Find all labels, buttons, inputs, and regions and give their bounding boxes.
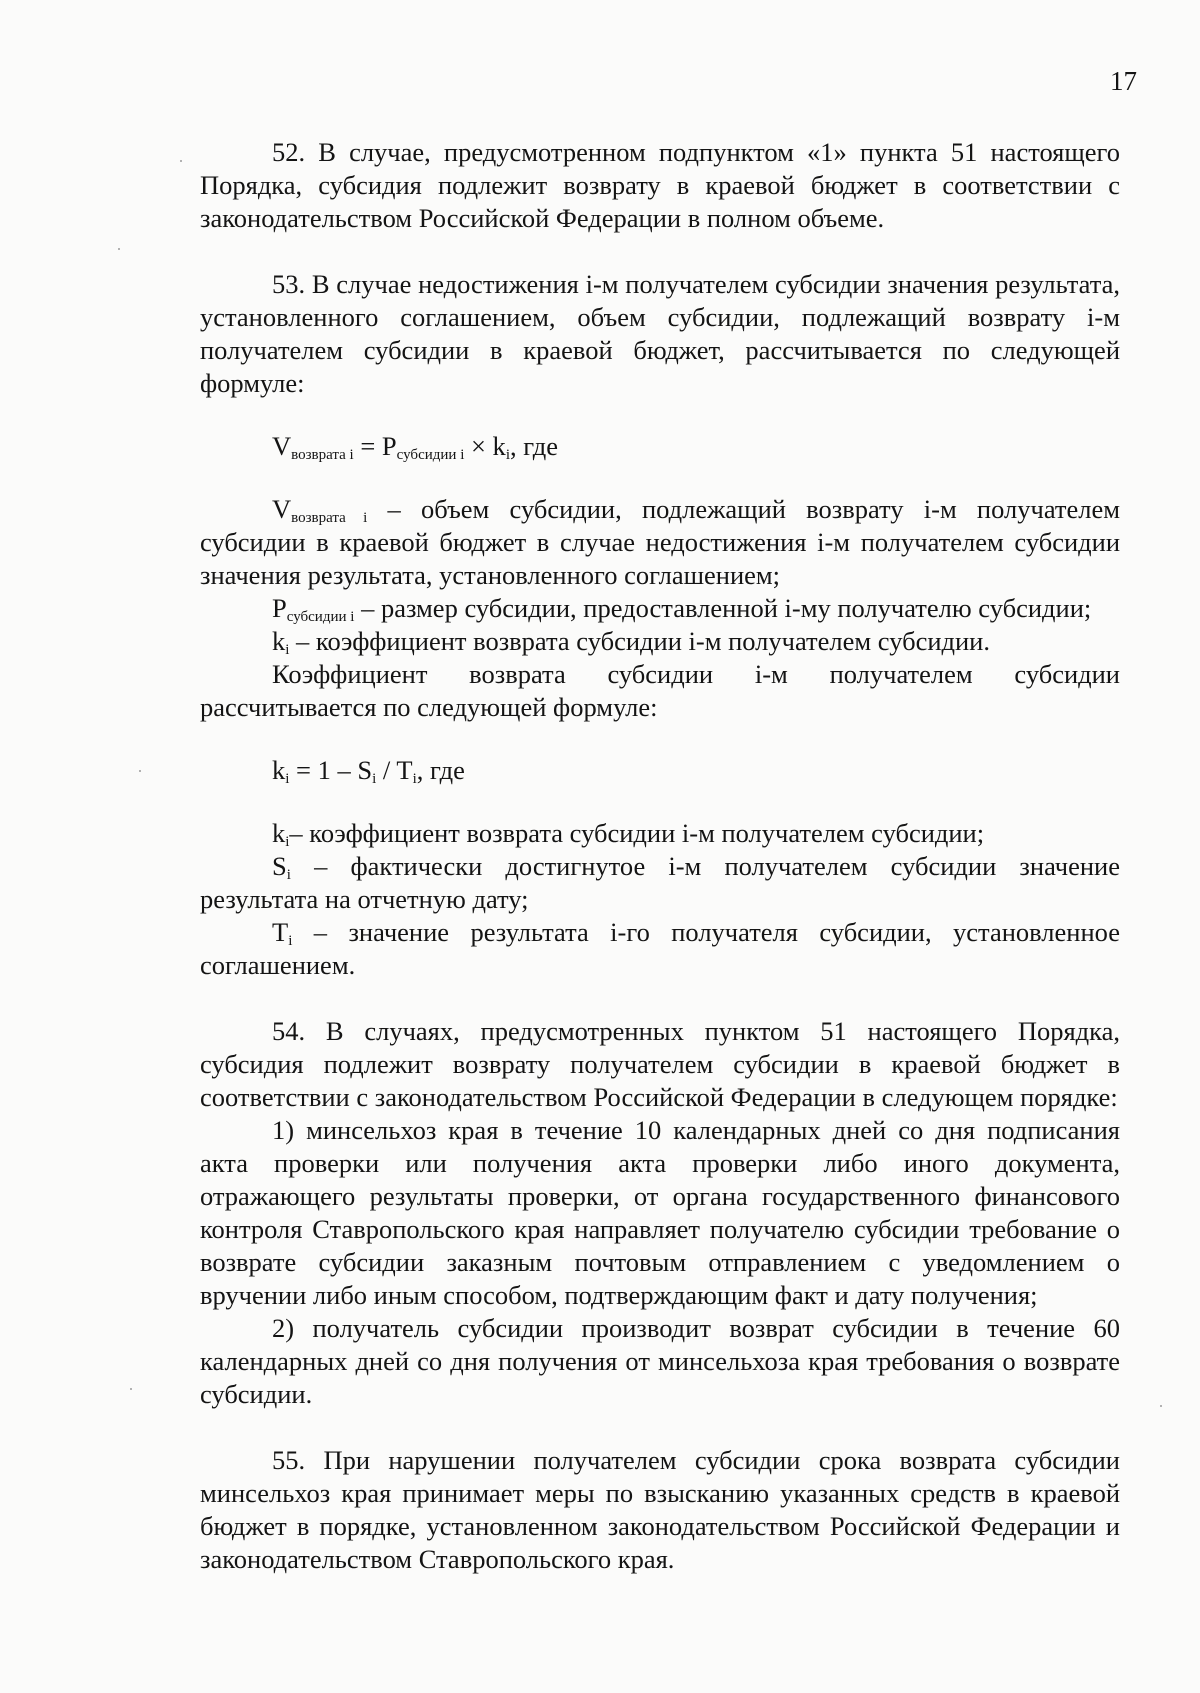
definition-v-symbol: V bbox=[272, 494, 292, 524]
definition-s-subscript: i bbox=[286, 867, 291, 883]
formula-coefficient bbox=[200, 754, 1120, 787]
formula-v-subscript: возврата i bbox=[291, 447, 354, 463]
scan-speck bbox=[130, 1388, 132, 1390]
definition-k-subscript: i bbox=[285, 642, 290, 658]
formula-times-k: × k bbox=[464, 431, 506, 461]
formula-return-volume bbox=[200, 430, 1120, 463]
formula2-s-subscript: i bbox=[372, 771, 377, 787]
definition-t bbox=[200, 916, 1120, 982]
formula-p-subscript: субсидии i bbox=[396, 447, 465, 463]
paragraph-54: 54. В случаях, предусмотренных пунктом 51 настоящего Порядка, субсидия подлежит возврату получателем субсидии в краевой бюджет в соответствии с законодательством Российской Федерации в следующем порядке: bbox=[200, 1016, 1120, 1112]
definition-p-subscript: субсидии i bbox=[286, 609, 355, 625]
definition-s-text: – фактически достигнутое i-м получателем субсидии значение результата на отчетную дату; bbox=[200, 851, 1120, 914]
definition-k2-text: – коэффициент возврата субсидии i-м получателем субсидии; bbox=[289, 818, 985, 848]
scan-speck bbox=[139, 770, 141, 772]
definition-p bbox=[200, 592, 1120, 625]
formula2-k-subscript: i bbox=[285, 771, 290, 787]
definition-k-text: – коэффициент возврата субсидии i-м получателем субсидии. bbox=[289, 626, 990, 656]
definition-v-text: – объем субсидии, подлежащий возврату i-м получателем субсидии в краевой бюджет в случае недостижения i-м получателем субсидии значения результата, установленного соглашением; bbox=[200, 494, 1120, 590]
formula-v-symbol: V bbox=[272, 431, 292, 461]
definition-k2-symbol: k bbox=[272, 818, 286, 848]
definition-s bbox=[200, 850, 1120, 916]
formula-equals: = bbox=[353, 431, 382, 461]
scan-speck bbox=[180, 160, 182, 162]
definition-k-symbol: k bbox=[272, 626, 286, 656]
definition-k2 bbox=[200, 817, 1120, 850]
definition-v-subscript: возврата i bbox=[291, 510, 368, 526]
paragraph-55: 55. При нарушении получателем субсидии срока возврата субсидии минсельхоз края принимает меры по взысканию указанных средств в краевой бюджет в порядке, установленном законодательством Российской Федерации и законодательством Ставропольского края. bbox=[200, 1445, 1120, 1574]
definition-p-symbol: P bbox=[272, 593, 287, 623]
definition-k bbox=[200, 625, 1120, 658]
definition-p-text: – размер субсидии, предоставленной i-му получателю субсидии; bbox=[354, 593, 1092, 623]
formula-where: , где bbox=[509, 431, 559, 461]
paragraph-54-item-1: 1) минсельхоз края в течение 10 календарных дней со дня подписания акта проверки или получения акта проверки либо иного документа, отражающего результаты проверки, от органа государственного финансового контроля Ставропольского края направляет получателю субсидии требование о возврате субсидии заказным почтовым отправлением с уведомлением о вручении либо иным способом, подтверждающим факт и дату получения; bbox=[200, 1115, 1120, 1310]
coefficient-intro: Коэффициент возврата субсидии i-м получателем субсидии рассчитывается по следующей формуле: bbox=[200, 659, 1120, 722]
definition-t-symbol: T bbox=[272, 917, 289, 947]
definition-v bbox=[200, 493, 1120, 592]
formula-k-subscript: i bbox=[505, 447, 510, 463]
document-body bbox=[200, 136, 1120, 1576]
definition-k2-subscript: i bbox=[285, 834, 290, 850]
formula2-minus-s: = 1 – S bbox=[289, 755, 373, 785]
paragraph-54-item-2: 2) получатель субсидии производит возврат субсидии в течение 60 календарных дней со дня получения от минсельхоза края требования о возврате субсидии. bbox=[200, 1313, 1120, 1409]
formula2-t-subscript: i bbox=[412, 771, 417, 787]
formula2-where: , где bbox=[416, 755, 465, 785]
page-number: 17 bbox=[1110, 66, 1137, 96]
scan-speck bbox=[1160, 1405, 1162, 1407]
paragraph-52: 52. В случае, предусмотренном подпунктом «1» пункта 51 настоящего Порядка, субсидия подлежит возврату в краевой бюджет в соответствии с законодательством Российской Федерации в полном объеме. bbox=[200, 137, 1120, 233]
formula-p-symbol: P bbox=[381, 431, 397, 461]
formula2-divide-t: / T bbox=[376, 755, 413, 785]
definition-t-text: – значение результата i-го получателя субсидии, установленное соглашением. bbox=[200, 917, 1120, 980]
scan-speck bbox=[118, 248, 120, 250]
paragraph-53: 53. В случае недостижения i-м получателем субсидии значения результата, установленного соглашением, объем субсидии, подлежащий возврату i-м получателем субсидии в краевой бюджет, рассчитывается по следующей формуле: bbox=[200, 269, 1120, 398]
definition-s-symbol: S bbox=[272, 851, 287, 881]
definition-t-subscript: i bbox=[288, 933, 293, 949]
formula2-k-symbol: k bbox=[272, 755, 286, 785]
